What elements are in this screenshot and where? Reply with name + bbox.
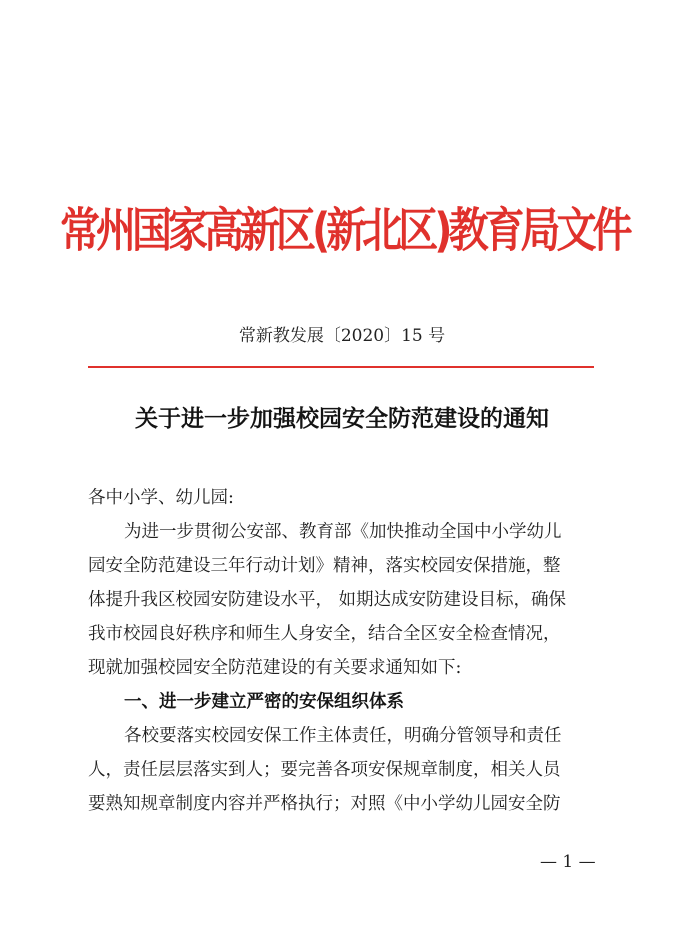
section-heading: 一、进一步建立严密的安保组织体系 (124, 692, 404, 712)
paragraph-line: 我市校园良好秩序和师生人身安全，结合全区安全检查情况， (88, 624, 561, 644)
paragraph-line: 人，责任层层落实到人；要完善各项安保规章制度，相关人员 (88, 760, 561, 780)
masthead-title: 常州国家高新区(新北区)教育局文件 (60, 204, 629, 259)
paragraph-line: 体提升我区校园安防建设水平， 如期达成安防建设目标，确保 (88, 590, 567, 610)
paragraph-line: 园安全防范建设三年行动计划》精神，落实校园安保措施，整 (88, 556, 561, 576)
paragraph-line: 各校要落实校园安保工作主体责任，明确分管领导和责任 (124, 726, 562, 746)
notice-title: 关于进一步加强校园安全防范建设的通知 (135, 406, 549, 432)
paragraph-line: 要熟知规章制度内容并严格执行；对照《中小学幼儿园安全防 (88, 794, 561, 814)
salutation: 各中小学、幼儿园: (88, 488, 234, 508)
page-number: — 1 — (540, 852, 596, 872)
paragraph-line: 现就加强校园安全防范建设的有关要求通知如下: (88, 658, 462, 678)
document-number: 常新教发展〔2020〕15 号 (238, 326, 446, 346)
red-divider-line (88, 366, 594, 368)
paragraph-line: 为进一步贯彻公安部、教育部《加快推动全国中小学幼儿 (124, 522, 562, 542)
